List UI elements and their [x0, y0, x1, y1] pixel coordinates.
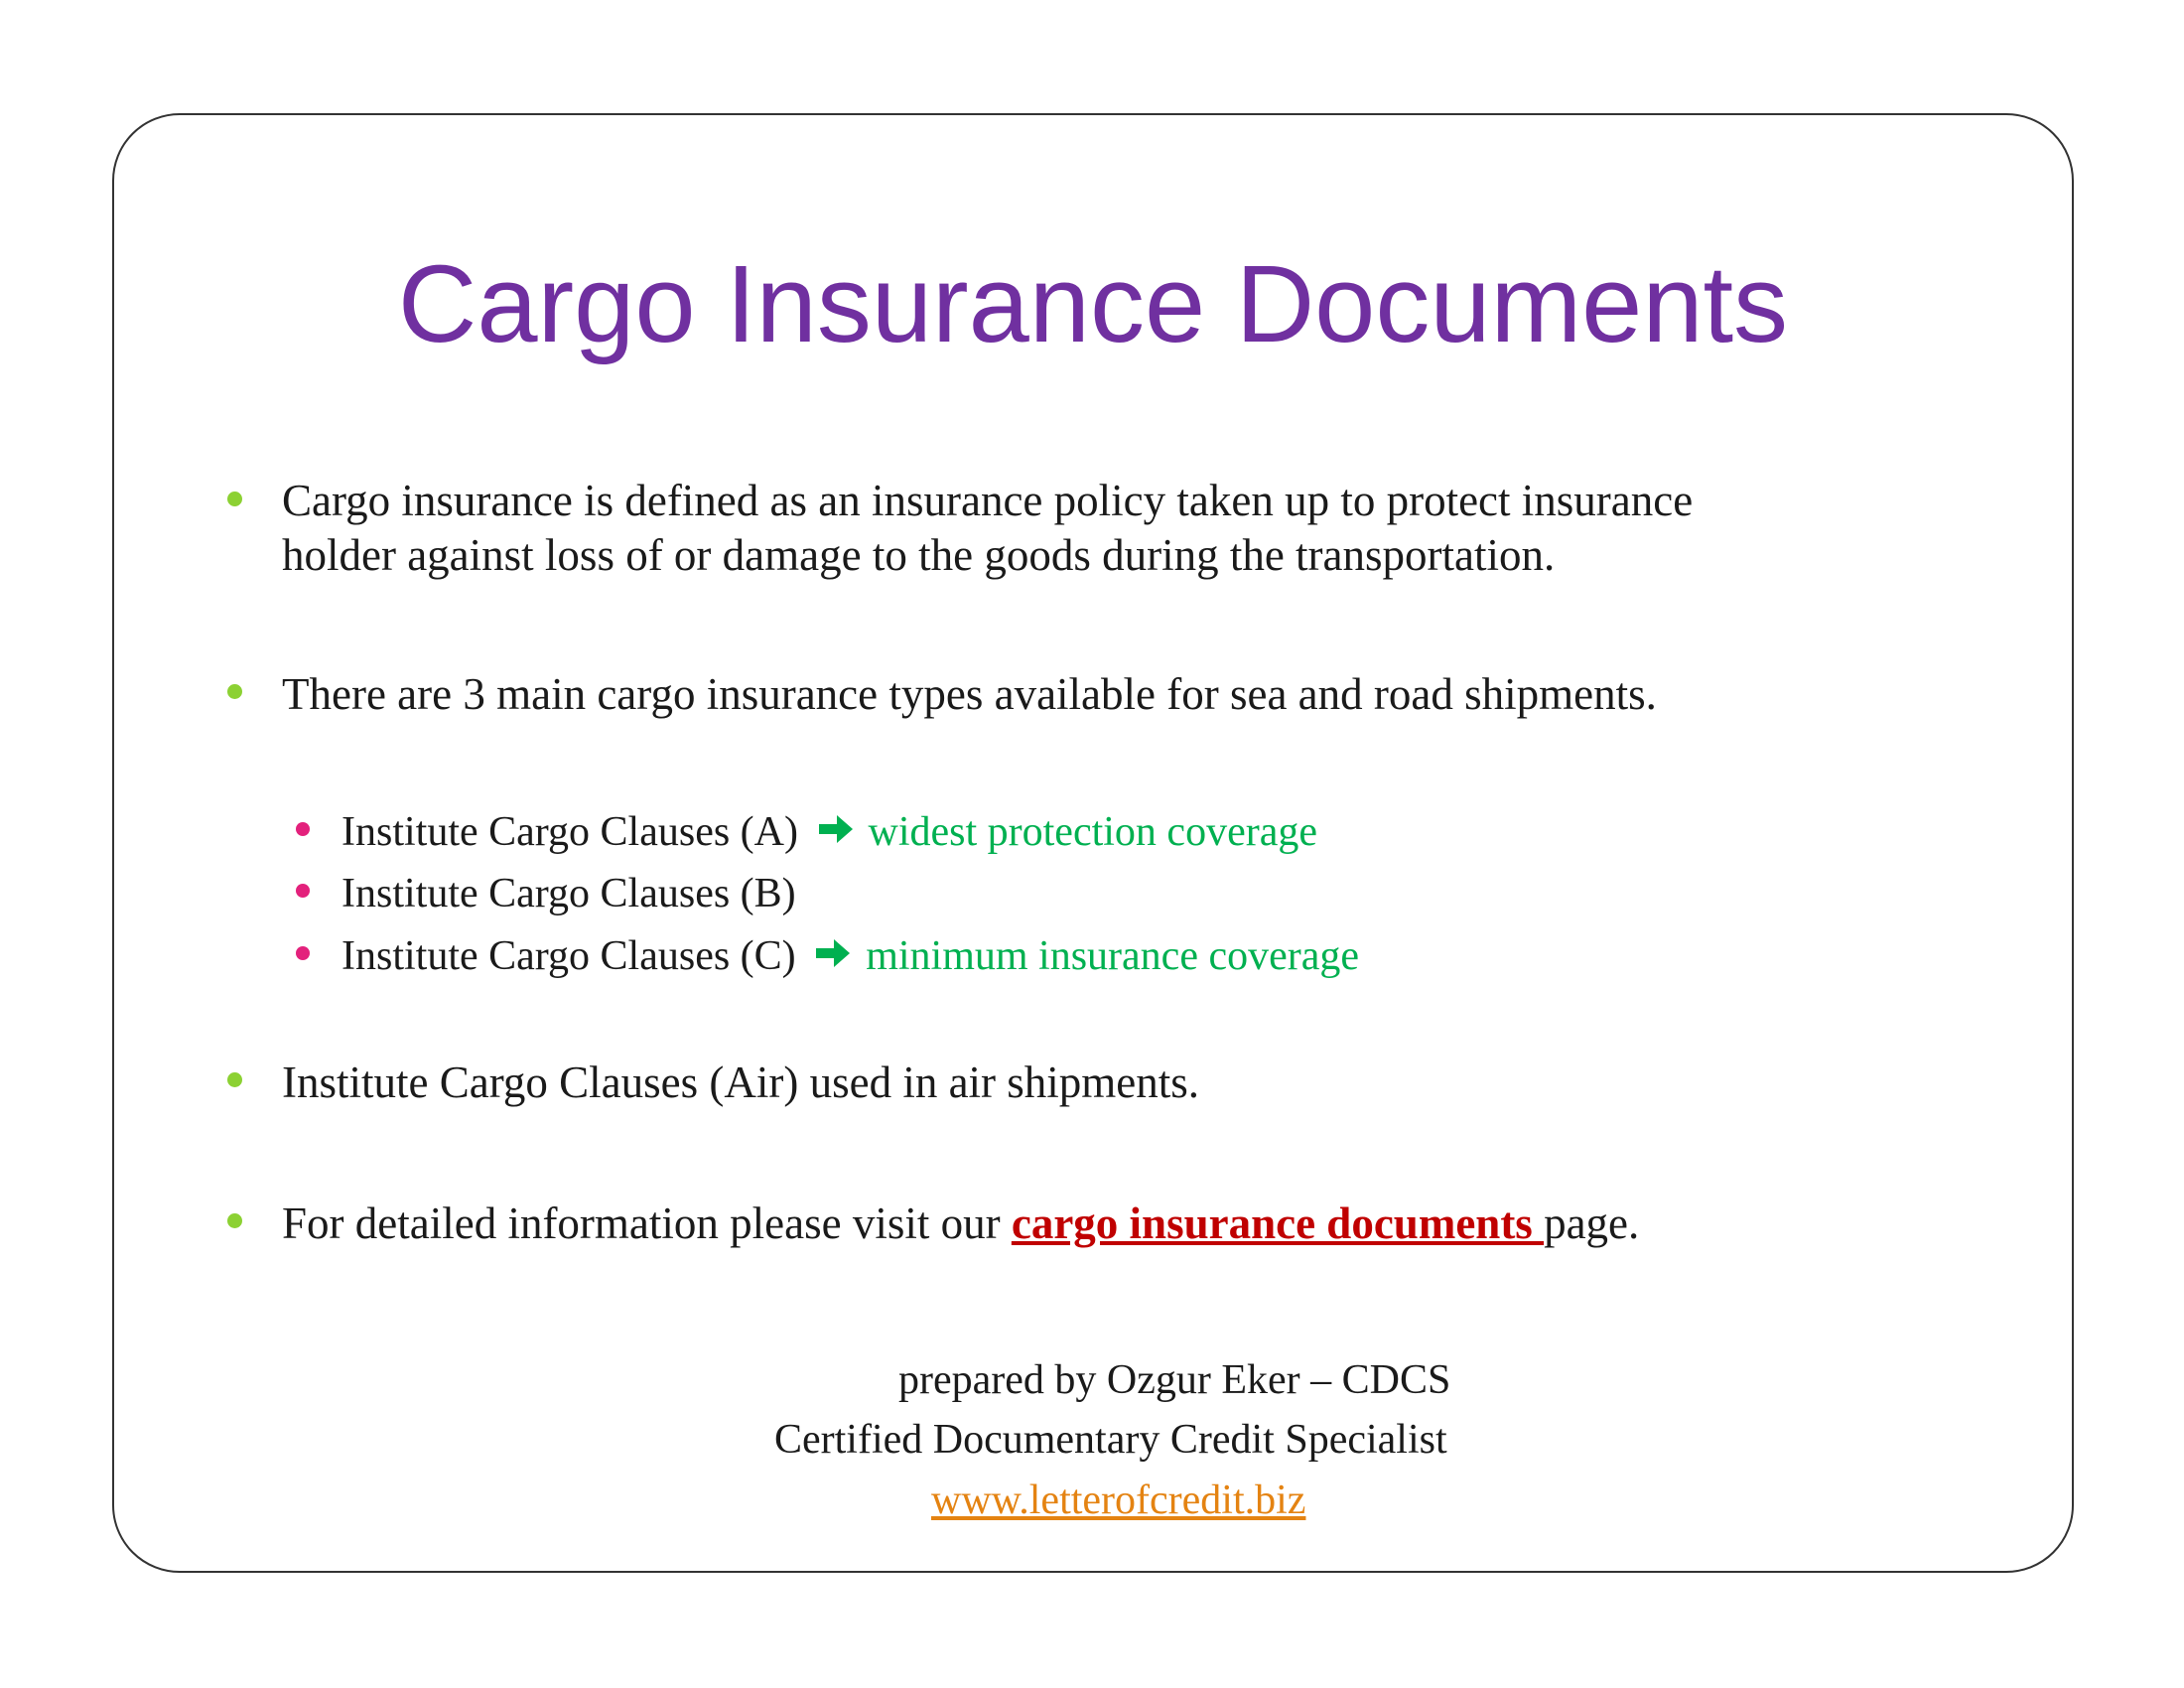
- bullet-point-icon: [227, 1213, 242, 1228]
- cargo-insurance-documents-link[interactable]: cargo insurance documents: [1011, 1198, 1545, 1248]
- footer-credential: Certified Documentary Credit Specialist: [774, 1417, 1447, 1463]
- sub-bullet-point-icon: [296, 946, 310, 960]
- bullet-definition: [282, 474, 2049, 583]
- more-info-prefix: For detailed information please visit our: [282, 1198, 1012, 1248]
- sub-bullet-clause-b: [341, 868, 796, 919]
- footer-author: prepared by Ozgur Eker – CDCS: [898, 1357, 1451, 1403]
- bullet-definition-line2: holder against loss of or damage to the goods during the transportation.: [282, 530, 1556, 580]
- sub-bullet-clause-a: [341, 806, 1317, 858]
- sub-bullet-point-icon: [296, 822, 310, 836]
- clause-a-note: widest protection coverage: [868, 809, 1317, 855]
- more-info-suffix: page.: [1544, 1198, 1640, 1248]
- right-arrow-icon: [812, 936, 854, 970]
- clause-c-label: Institute Cargo Clauses (C): [341, 933, 796, 979]
- bullet-point-icon: [227, 492, 242, 506]
- footer-website-link[interactable]: www.letterofcredit.biz: [931, 1477, 1306, 1523]
- bullet-more-info: [282, 1196, 1639, 1251]
- sub-bullet-clause-c: [341, 930, 1359, 982]
- slide-title: Cargo Insurance Documents: [397, 243, 1789, 365]
- clause-b-label: Institute Cargo Clauses (B): [341, 871, 796, 916]
- bullet-point-icon: [227, 1072, 242, 1087]
- sub-bullet-point-icon: [296, 884, 310, 898]
- bullet-point-icon: [227, 684, 242, 699]
- right-arrow-icon: [815, 812, 857, 846]
- clause-a-label: Institute Cargo Clauses (A): [341, 809, 798, 855]
- bullet-definition-line1: Cargo insurance is defined as an insurance policy taken up to protect insurance: [282, 476, 1694, 525]
- bullet-air-shipments: Institute Cargo Clauses (Air) used in air shipments.: [282, 1057, 1200, 1107]
- clause-c-note: minimum insurance coverage: [866, 933, 1360, 979]
- bullet-insurance-types: There are 3 main cargo insurance types available for sea and road shipments.: [282, 669, 1657, 719]
